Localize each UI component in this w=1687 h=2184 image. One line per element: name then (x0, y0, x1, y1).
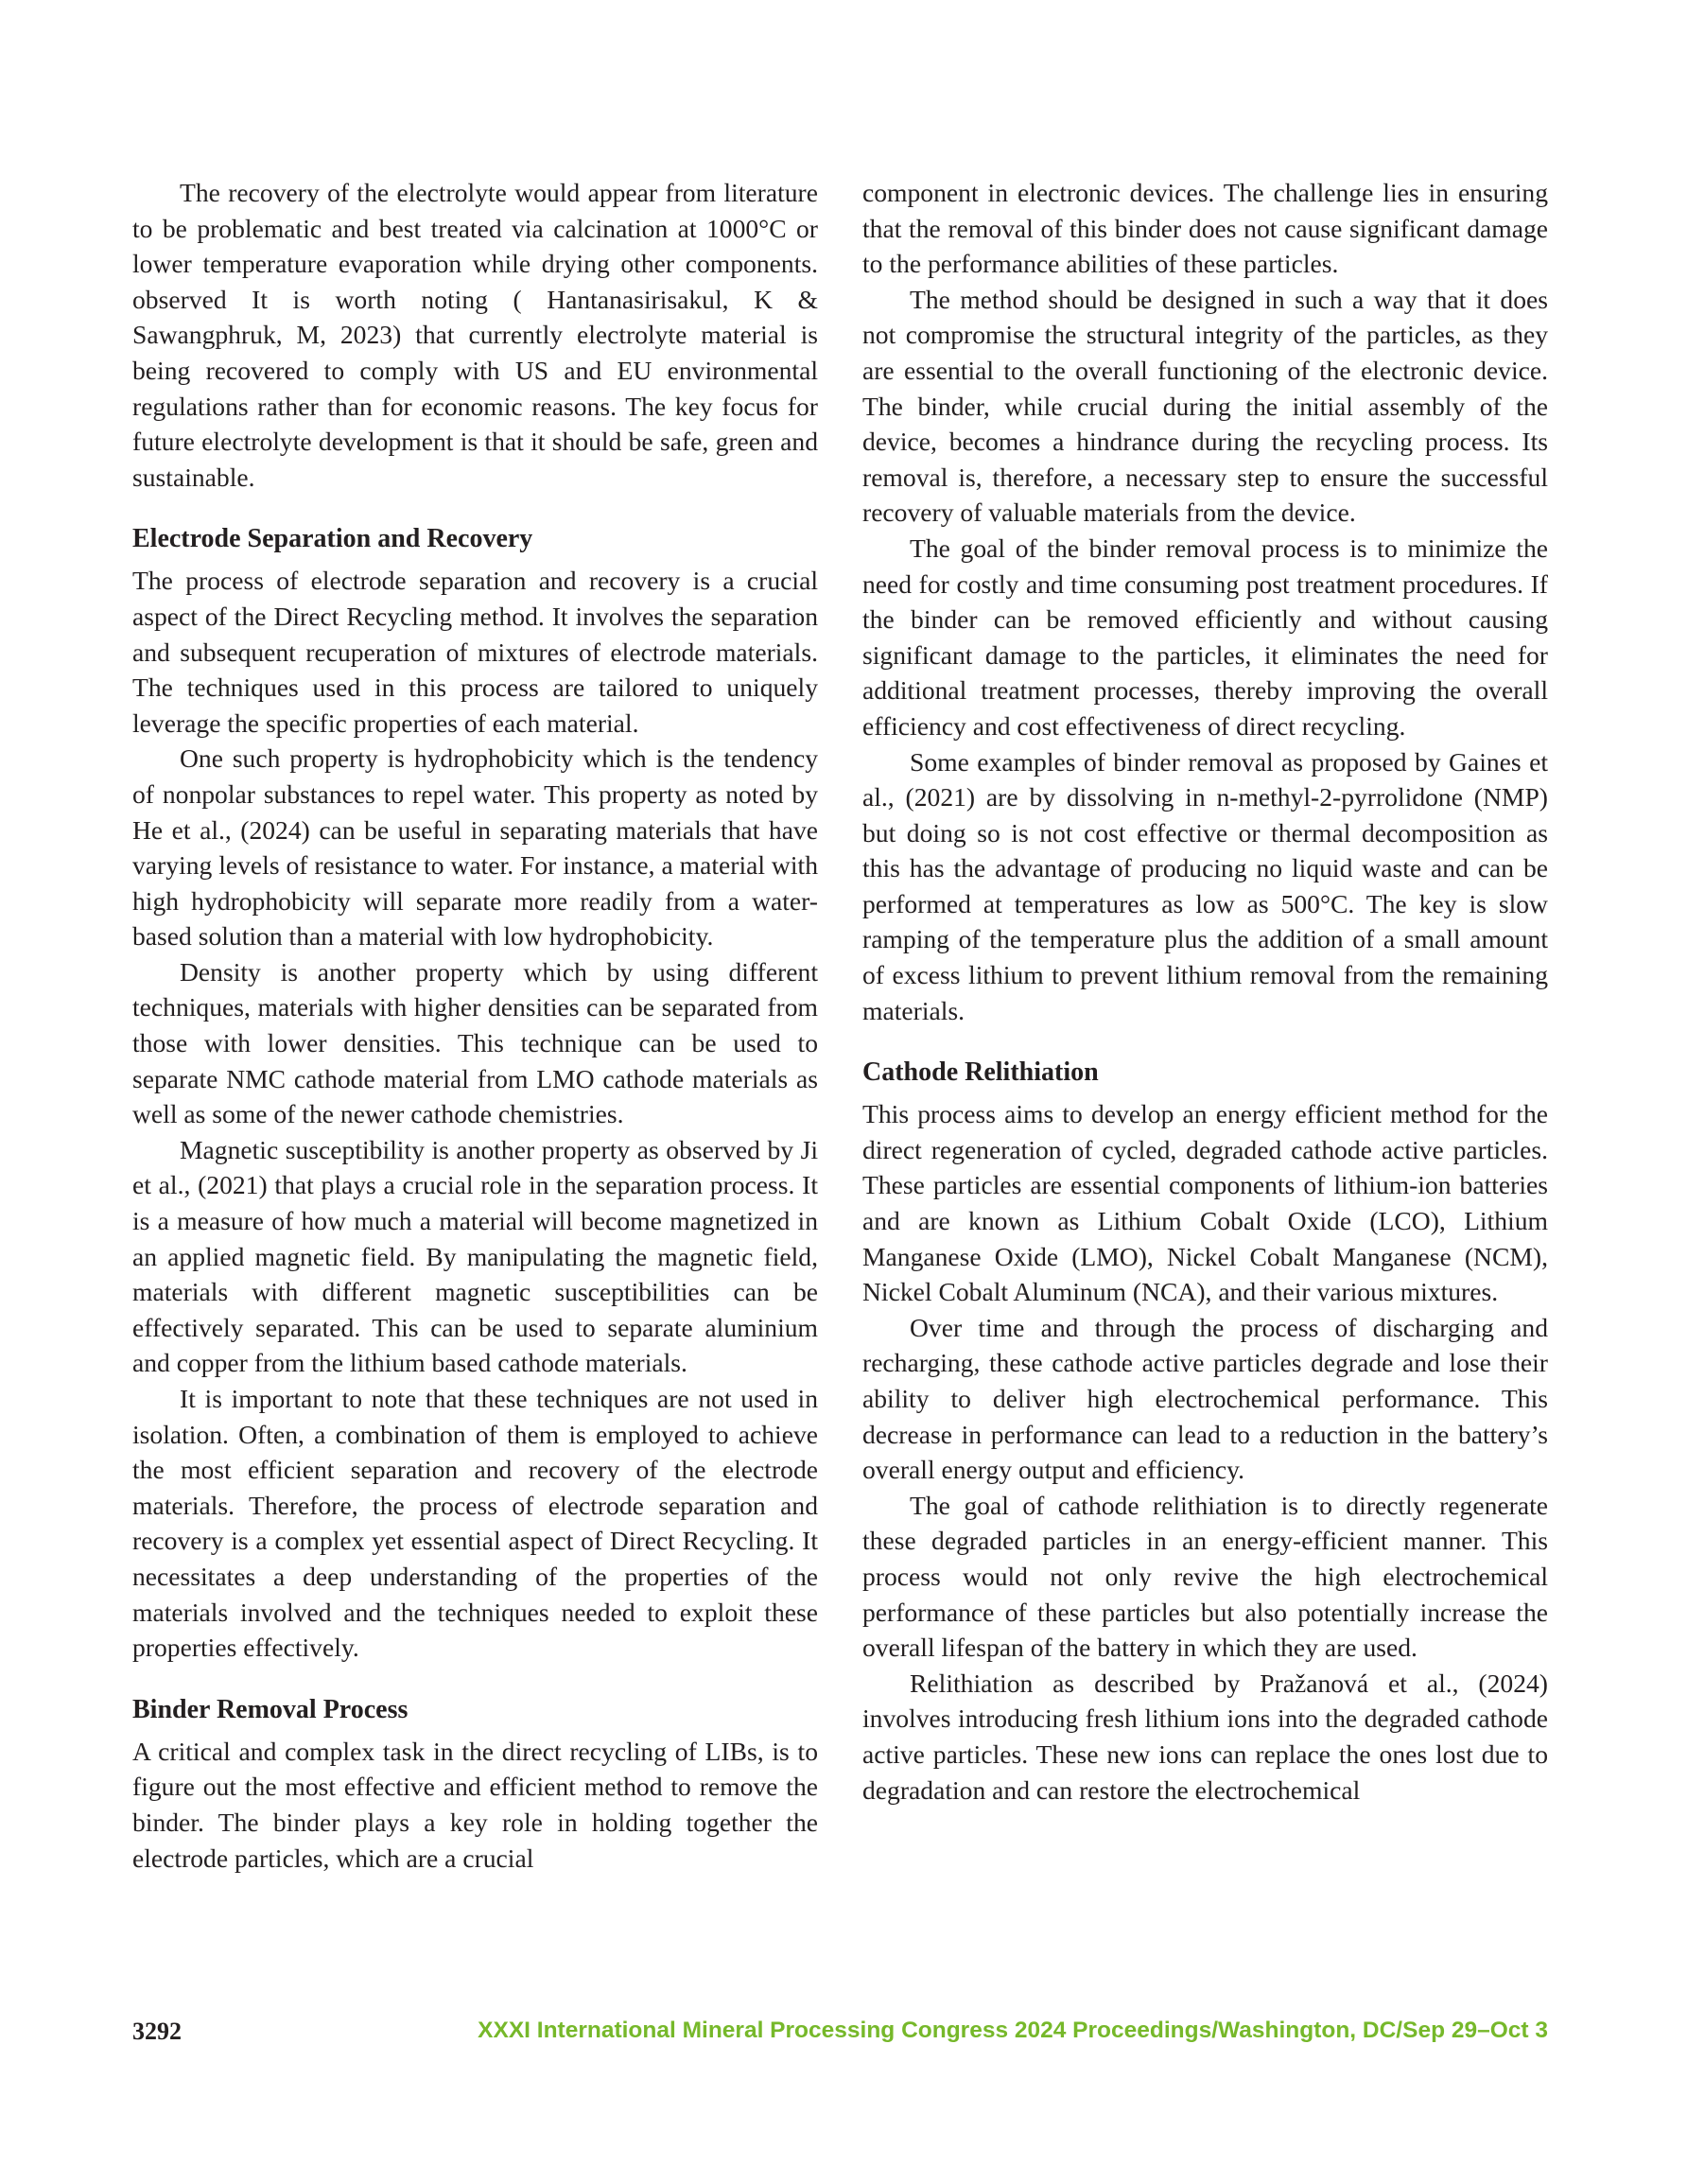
paragraph: The goal of the binder removal process is to minimize the need for costly and time consuming post treatment procedures. If the binder can be removed efficiently and without causing significant damage to the particles, it eliminates the need for additional treatment processes, thereby improving the overall efficiency and cost effectiveness of direct recycling. (862, 533, 1548, 741)
page-number: 3292 (132, 2018, 182, 2045)
left-column (132, 175, 818, 1876)
paragraph: The method should be designed in such a way that it does not compromise the structural integrity of the particles, as they are essential to the overall functioning of the electronic device. The binder, while crucial during the initial assembly of the device, becomes a hindrance during the recycling process. Its removal is, therefore, a necessary step to ensure the successful recovery of valuable materials from the device. (862, 284, 1548, 528)
paragraph: component in electronic devices. The challenge lies in ensuring that the removal of this binder does not cause significant damage to the performance abilities of these particles. (862, 178, 1548, 279)
right-column (862, 175, 1548, 1808)
paragraph: The recovery of the electrolyte would appear from literature to be problematic and best treated via calcination at 1000°C or lower temperature evaporation while drying other components. observed It is worth noting ( Hantanasirisakul, K & Sawangphruk, M, 2023) that currently electrolyte material is being recovered to comply with US and EU environmental regulations rather than for economic reasons. The key focus for future electrolyte development is that it should be safe, green and sustainable. (132, 178, 818, 492)
page-footer (132, 2018, 1548, 2055)
paragraph: The goal of cathode relithiation is to directly regenerate these degraded particles in an energy-efficient manner. This process would not only revive the high electrochemical performance of these particles but also potentially increase the overall lifespan of the battery in which they are used. (862, 1490, 1548, 1663)
section-heading-binder-removal: Binder Removal Process (132, 1694, 409, 1724)
paragraph: The process of electrode separation and recovery is a crucial aspect of the Direct Recycling method. It involves the separation and subsequent recuperation of mixtures of electrode materials. The techniques used in this process are tailored to uniquely leverage the specific properties of each material. (132, 566, 818, 738)
section-heading-electrode-separation: Electrode Separation and Recovery (132, 524, 533, 554)
paragraph: Magnetic susceptibility is another property as observed by Ji et al., (2021) that plays a crucial role in the separation process. It is a measure of how much a material will become magnetized in an applied magnetic field. By manipulating the magnetic field, materials with different magnetic susceptibilities can be effectively separated. This can be used to separate aluminium and copper from the lithium based cathode materials. (132, 1134, 818, 1378)
paragraph: A critical and complex task in the direct recycling of LIBs, is to figure out the most effective and efficient method to remove the binder. The binder plays a key role in holding together the electrode particles, which are a crucial (132, 1736, 818, 1873)
paragraph: This process aims to develop an energy efficient method for the direct regeneration of cycled, degraded cathode active particles. These particles are essential components of lithium-ion batteries and are known as Lithium Cobalt Oxide (LCO), Lithium Manganese Oxide (LMO), Nickel Cobalt Manganese (NCM), Nickel Cobalt Aluminum (NCA), and their various mixtures. (862, 1099, 1548, 1307)
running-footer: XXXI International Mineral Processing Congress 2024 Proceedings/Washington, DC/Sep 29–Oct 3 (478, 2018, 1548, 2043)
paragraph: Over time and through the process of discharging and recharging, these cathode active particles degrade and lose their ability to deliver high electrochemical performance. This decrease in performance can lead to a reduction in the battery’s overall energy output and efficiency. (862, 1312, 1548, 1485)
paragraph: It is important to note that these techniques are not used in isolation. Often, a combination of them is employed to achieve the most efficient separation and recovery of the electrode materials. Therefore, the process of electrode separation and recovery is a complex yet essential aspect of Direct Recycling. It necessitates a deep understanding of the properties of the materials involved and the techniques needed to exploit these properties effectively. (132, 1384, 818, 1663)
paragraph: Some examples of binder removal as proposed by Gaines et al., (2021) are by dissolving in n-methyl-2-pyrrolidone (NMP) but doing so is not cost effective or thermal decomposition as this has the advantage of producing no liquid waste and can be performed at temperatures as low as 500°C. The key is slow ramping of the temperature plus the addition of a small amount of excess lithium to prevent lithium removal from the remaining materials. (862, 746, 1548, 1025)
paragraph: Density is another property which by using different techniques, materials with higher densities can be separated from those with lower densities. This technique can be used to separate NMC cathode material from LMO cathode materials as well as some of the newer cathode chemistries. (132, 956, 818, 1129)
paragraph: One such property is hydrophobicity which is the tendency of nonpolar substances to repel water. This property as noted by He et al., (2024) can be useful in separating materials that have varying levels of resistance to water. For instance, a material with high hydrophobicity will separate more readily from a water-based solution than a material with low hydrophobicity. (132, 743, 818, 952)
paragraph: Relithiation as described by Pražanová et al., (2024) involves introducing fresh lithium ions into the degraded cathode active particles. These new ions can replace the ones lost due to degradation and can restore the electrochemical (862, 1668, 1548, 1805)
section-heading-cathode-relithiation: Cathode Relithiation (862, 1057, 1099, 1088)
